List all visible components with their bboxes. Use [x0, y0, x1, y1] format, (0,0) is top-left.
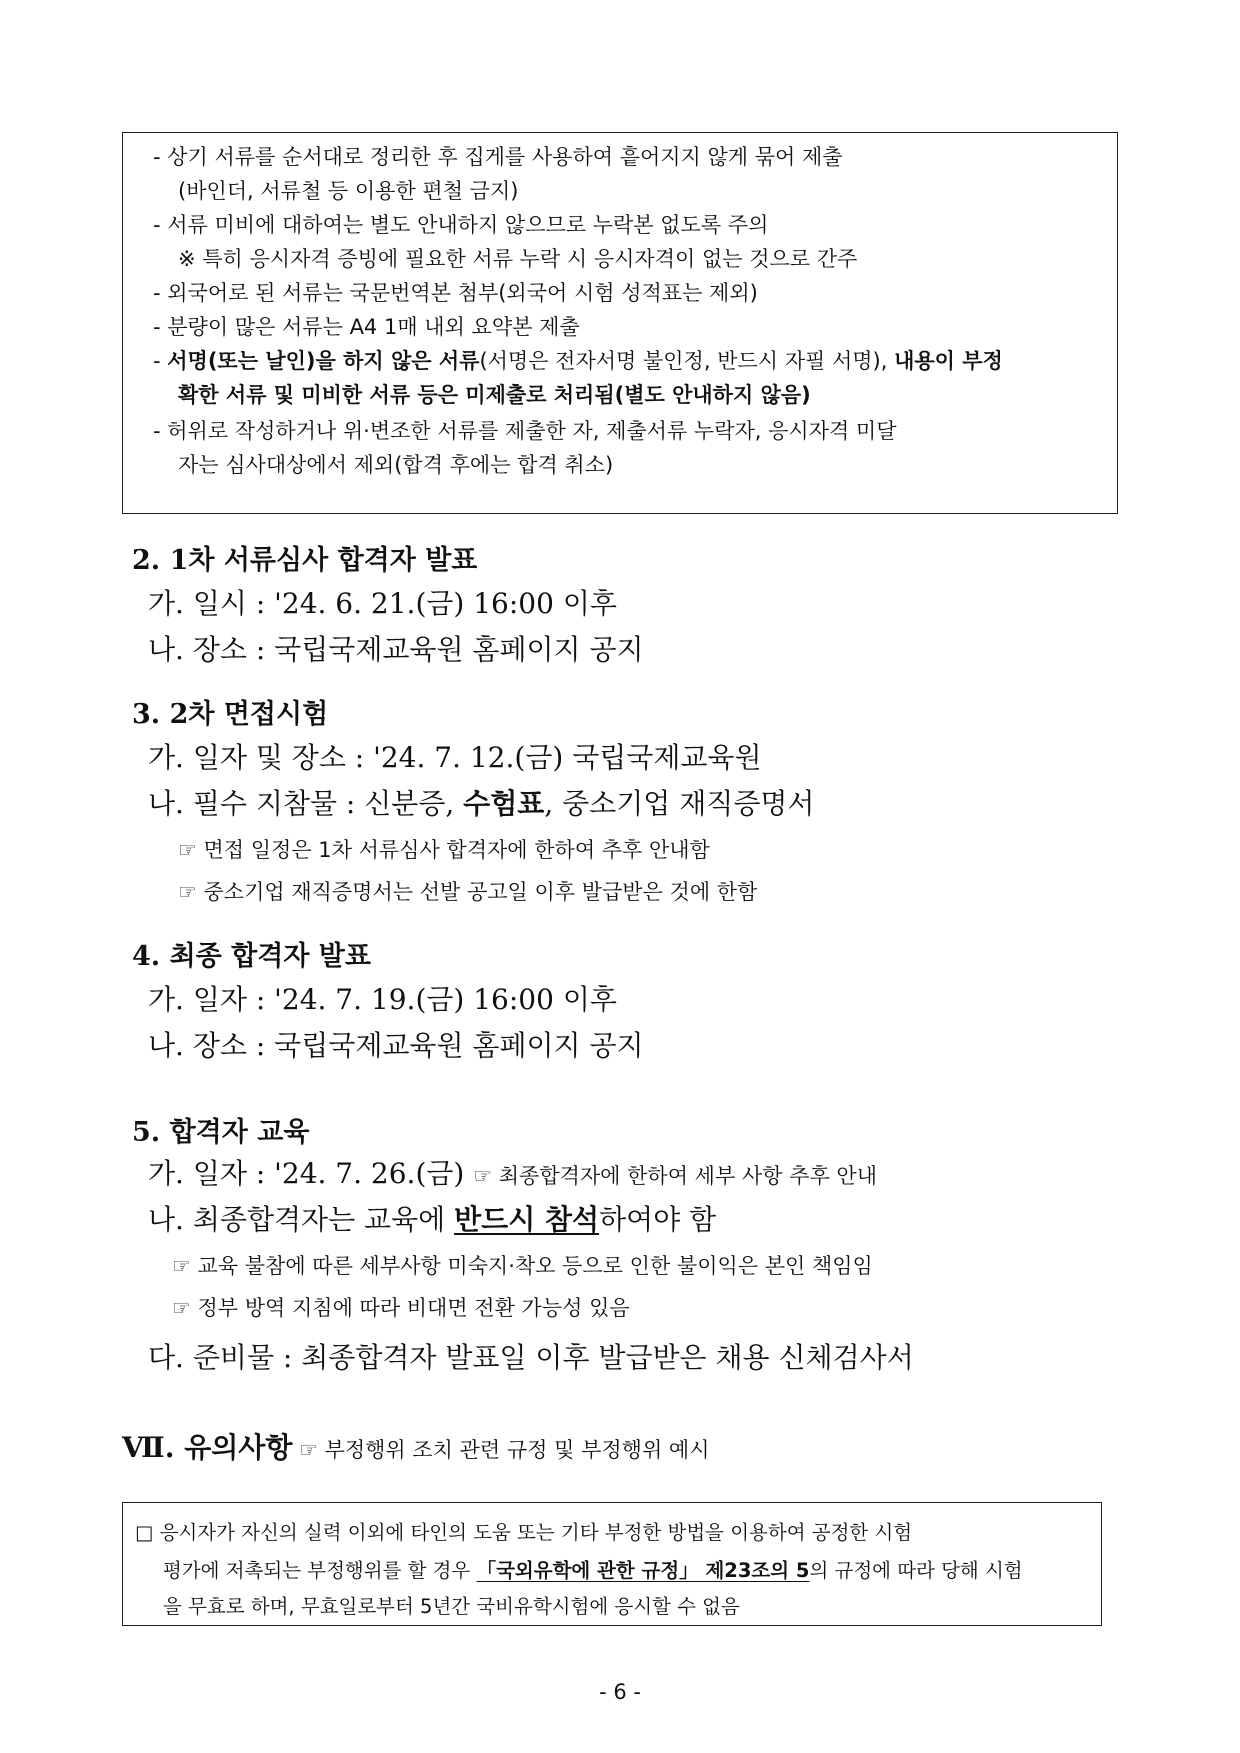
box2-line2: 평가에 저촉되는 부정행위를 할 경우 「국외유학에 관한 규정」 제23조의 5의 규정에 따라 당해 시험: [163, 1559, 1023, 1582]
box1-line2b: ※ 특히 응시자격 증빙에 필요한 서류 누락 시 응시자격이 없는 것으로 간주: [178, 247, 858, 271]
section5-note2: ☞ 정부 방역 지침에 따라 비대면 전환 가능성 있음: [172, 1296, 630, 1320]
section7-title: Ⅶ. 유의사항 ☞ 부정행위 조치 관련 규정 및 부정행위 예시: [122, 1431, 710, 1464]
box1-line6b: 자는 심사대상에서 제외(합격 후에는 합격 취소): [178, 453, 614, 477]
section2-item-a: 가. 일시 : '24. 6. 21.(금) 16:00 이후: [148, 587, 617, 620]
box2-line3: 을 무효로 하며, 무효일로부터 5년간 국비유학시험에 응시할 수 없음: [163, 1595, 740, 1618]
regulation-reference: 「국외유학에 관한 규정」 제23조의 5: [476, 1559, 810, 1582]
box1-line3: - 외국어로 된 서류는 국문번역본 첨부(외국어 시험 성적표는 제외): [153, 281, 758, 305]
must-attend-emphasis: 반드시 참석: [454, 1203, 600, 1236]
section3-note2: ☞ 중소기업 재직증명서는 선발 공고일 이후 발급받은 것에 한함: [178, 880, 758, 904]
document-requirements-box: [122, 132, 1118, 514]
box1-line6: - 허위로 작성하거나 위·변조한 서류를 제출한 자, 제출서류 누락자, 응시자격 미달: [153, 419, 897, 443]
section4-title: 4. 최종 합격자 발표: [132, 941, 371, 972]
box1-line2: - 서류 미비에 대하여는 별도 안내하지 않으므로 누락본 없도록 주의: [153, 213, 769, 237]
section2-title: 2. 1차 서류심사 합격자 발표: [132, 545, 478, 576]
section5-title: 5. 합격자 교육: [132, 1117, 310, 1148]
section3-note1: ☞ 면접 일정은 1차 서류심사 합격자에 한하여 추후 안내함: [178, 838, 710, 862]
section5-note1: ☞ 교육 불참에 따른 세부사항 미숙지·착오 등으로 인한 불이익은 본인 책임임: [172, 1254, 873, 1278]
section4-item-a: 가. 일자 : '24. 7. 19.(금) 16:00 이후: [148, 983, 617, 1016]
section2-item-b: 나. 장소 : 국립국제교육원 홈페이지 공지: [148, 633, 644, 666]
section3-item-b: 나. 필수 지참물 : 신분증, 수험표, 중소기업 재직증명서: [148, 787, 815, 820]
section3-item-a: 가. 일자 및 장소 : '24. 7. 12.(금) 국립국제교육원: [148, 741, 762, 774]
misconduct-notice-box: [122, 1502, 1102, 1626]
section5-item-b: 나. 최종합격자는 교육에 반드시 참석하여야 함: [148, 1203, 717, 1236]
section5-item-c: 다. 준비물 : 최종합격자 발표일 이후 발급받은 채용 신체검사서: [148, 1341, 914, 1374]
box1-line1b: (바인더, 서류철 등 이용한 편철 금지): [178, 179, 519, 203]
box1-line5: - 서명(또는 날인)을 하지 않은 서류(서명은 전자서명 불인정, 반드시 자필 서명), 내용이 부정: [153, 349, 1003, 373]
box2-line1: □ 응시자가 자신의 실력 이외에 타인의 도움 또는 기타 부정한 방법을 이용하여 공정한 시험: [135, 1521, 913, 1544]
page-number: - 6 -: [599, 1680, 641, 1704]
section4-item-b: 나. 장소 : 국립국제교육원 홈페이지 공지: [148, 1029, 644, 1062]
box1-line1: - 상기 서류를 순서대로 정리한 후 집게를 사용하여 흩어지지 않게 묶어 제출: [153, 145, 843, 169]
bold-unsigned-docs: 서명(또는 날인)을 하지 않은 서류: [167, 349, 480, 373]
section5-item-a: 가. 일자 : '24. 7. 26.(금) ☞ 최종합격자에 한하여 세부 사항 추후 안내: [148, 1157, 877, 1190]
box1-line5b: 확한 서류 및 미비한 서류 등은 미제출로 처리됨(별도 안내하지 않음): [178, 383, 811, 407]
box1-line4: - 분량이 많은 서류는 A4 1매 내외 요약본 제출: [153, 315, 580, 339]
section3-title: 3. 2차 면접시험: [132, 699, 329, 730]
